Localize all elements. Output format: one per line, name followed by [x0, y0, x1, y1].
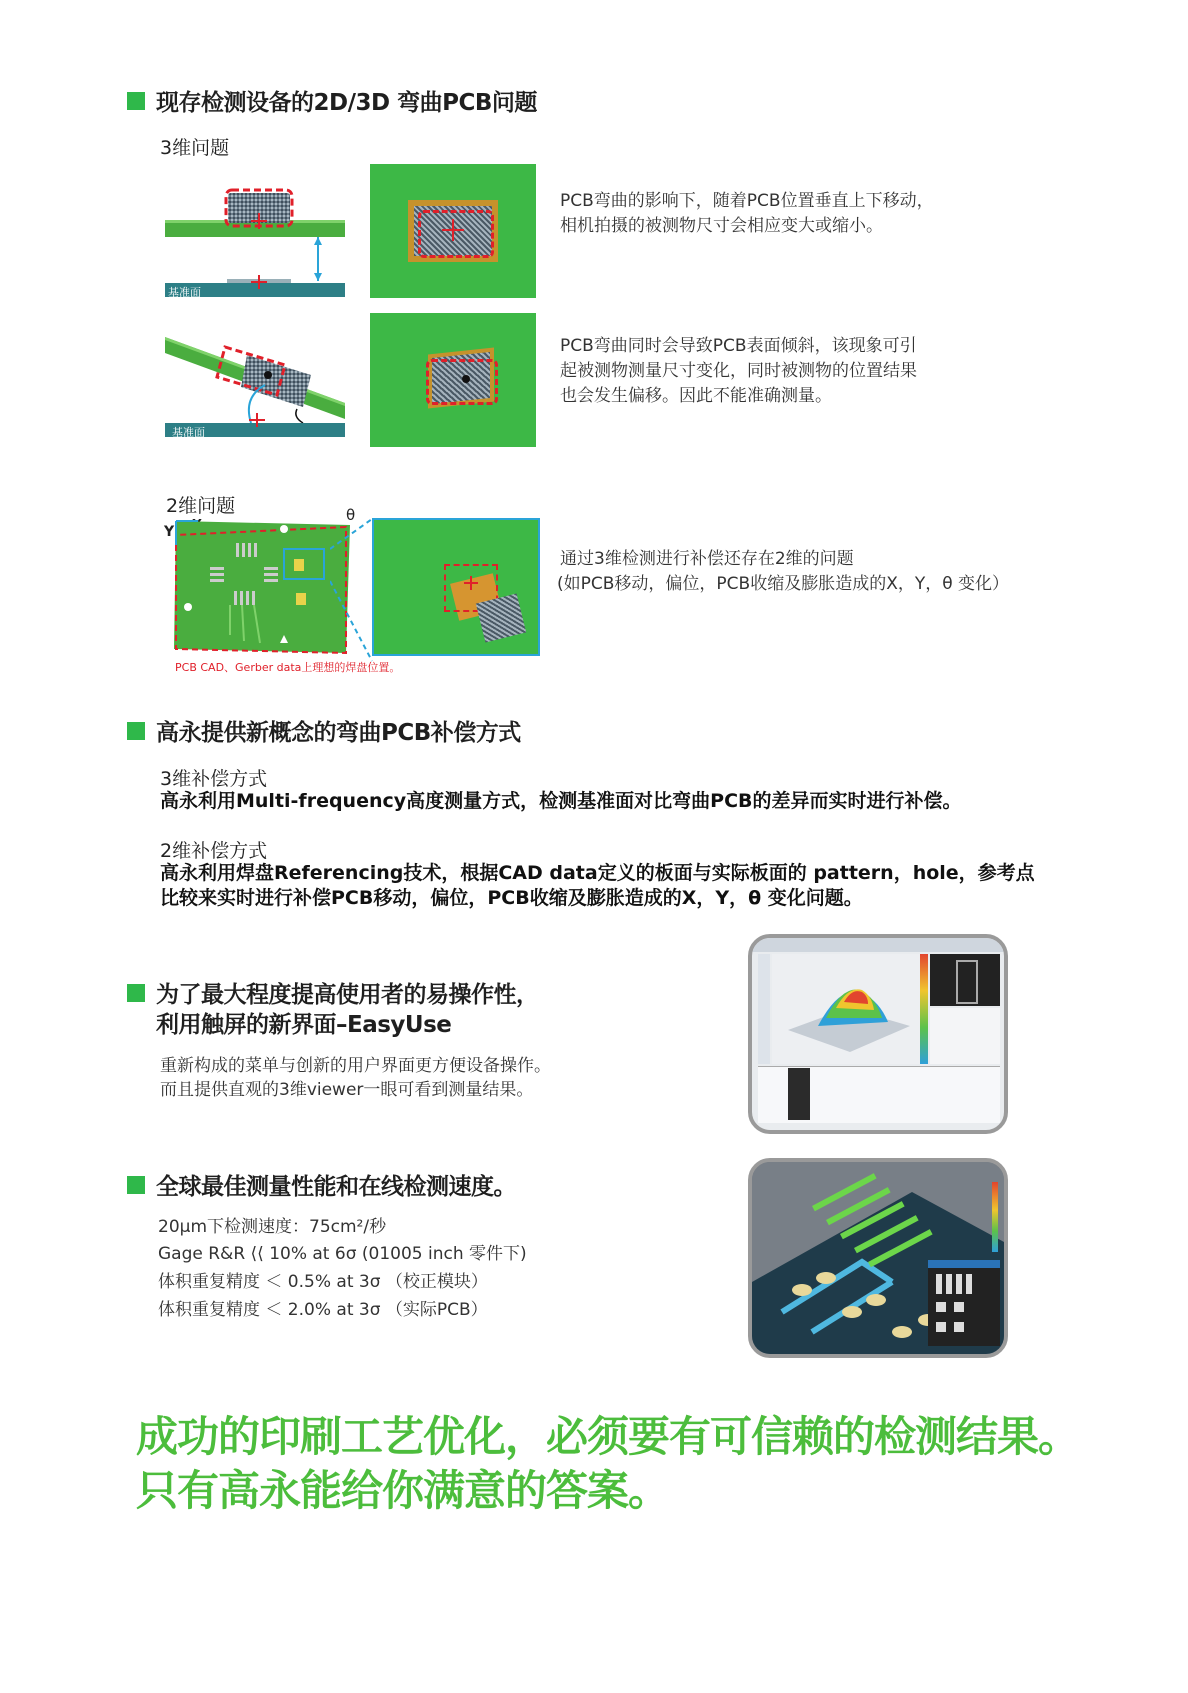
subheading-2d: 2维问题 — [166, 495, 236, 517]
diagram-pcb-lifted — [165, 185, 350, 300]
description-line: 相机拍摄的被测物尺寸会相应变大或缩小。 — [560, 216, 883, 236]
compensation-3d-text: 高永利用Multi-frequency高度测量方式，检测基准面对比弯曲PCB的差异而实时进行补偿。 — [160, 790, 962, 812]
camera-view-image-1 — [370, 164, 536, 298]
subheading-3d: 3维问题 — [160, 137, 230, 159]
section-title: 利用触屏的新界面–EasyUse — [156, 1012, 452, 1038]
description-line: 也会发生偏移。因此不能准确测量。 — [560, 386, 832, 406]
description-line: 重新构成的菜单与创新的用户界面更方便设备操作。 — [160, 1056, 551, 1076]
description-line: PCB弯曲的影响下，随着PCB位置垂直上下移动， — [560, 191, 934, 211]
slogan-line-2: 只有高永能给你满意的答案。 — [136, 1466, 670, 1515]
subheading-2d-compensation: 2维补偿方式 — [160, 840, 268, 862]
section-bullet — [127, 722, 145, 740]
axis-theta-label: θ — [346, 506, 356, 524]
compensation-2d-text: 比较来实时进行补偿PCB移动，偏位，PCB收缩及膨胀造成的X，Y，θ 变化问题。 — [160, 887, 863, 909]
description-line: PCB弯曲同时会导致PCB表面倾斜，该现象可引 — [560, 336, 917, 356]
camera-view-image-2 — [370, 313, 536, 447]
compensation-2d-text: 高永利用焊盘Referencing技术，根据CAD data定义的板面与实际板面的 pattern，hole，参考点 — [160, 862, 1035, 884]
section-title: 全球最佳测量性能和在线检测速度。 — [156, 1174, 516, 1200]
cad-caption: PCB CAD、Gerber data上理想的焊盘位置。 — [175, 661, 401, 674]
reference-plane-label: 基准面 — [168, 286, 201, 299]
section-title: 高永提供新概念的弯曲PCB补偿方式 — [156, 720, 521, 746]
diagram-pcb-tilted — [165, 325, 350, 440]
section-title: 现存检测设备的2D/3D 弯曲PCB问题 — [156, 90, 537, 116]
section-title: 为了最大程度提高使用者的易操作性， — [156, 982, 539, 1008]
easyuse-ui-screenshot — [748, 934, 1008, 1134]
3d-measurement-image — [748, 1158, 1008, 1358]
section-bullet — [127, 92, 145, 110]
description-line: 通过3维检测进行补偿还存在2维的问题 — [560, 549, 854, 569]
spec-line: Gage R&R ⟨⟨ 10% at 6σ (01005 inch 零件下) — [158, 1244, 527, 1264]
description-line: 而且提供直观的3维viewer一眼可看到测量结果。 — [160, 1080, 534, 1100]
section-bullet — [127, 984, 145, 1002]
spec-line: 体积重复精度 ＜ 0.5% at 3σ （校正模块） — [158, 1272, 488, 1292]
section-bullet — [127, 1176, 145, 1194]
spec-line: 体积重复精度 ＜ 2.0% at 3σ （实际PCB） — [158, 1300, 488, 1320]
axis-y-label: Y — [164, 524, 175, 540]
3d-viewer-chart — [778, 968, 918, 1058]
spec-line: 20μm下检测速度：75cm²/秒 — [158, 1217, 387, 1237]
zoom-image — [372, 518, 540, 656]
description-line: (如PCB移动，偏位，PCB收缩及膨胀造成的X，Y，θ 变化） — [557, 574, 1010, 594]
solder-paste-3d-render — [752, 1162, 1004, 1354]
description-line: 起被测物测量尺寸变化，同时被测物的位置结果 — [560, 361, 917, 381]
subheading-3d-compensation: 3维补偿方式 — [160, 768, 268, 790]
reference-plane-label: 基准面 — [172, 426, 205, 439]
slogan-line-1: 成功的印刷工艺优化，必须要有可信赖的检测结果。 — [136, 1412, 1080, 1461]
